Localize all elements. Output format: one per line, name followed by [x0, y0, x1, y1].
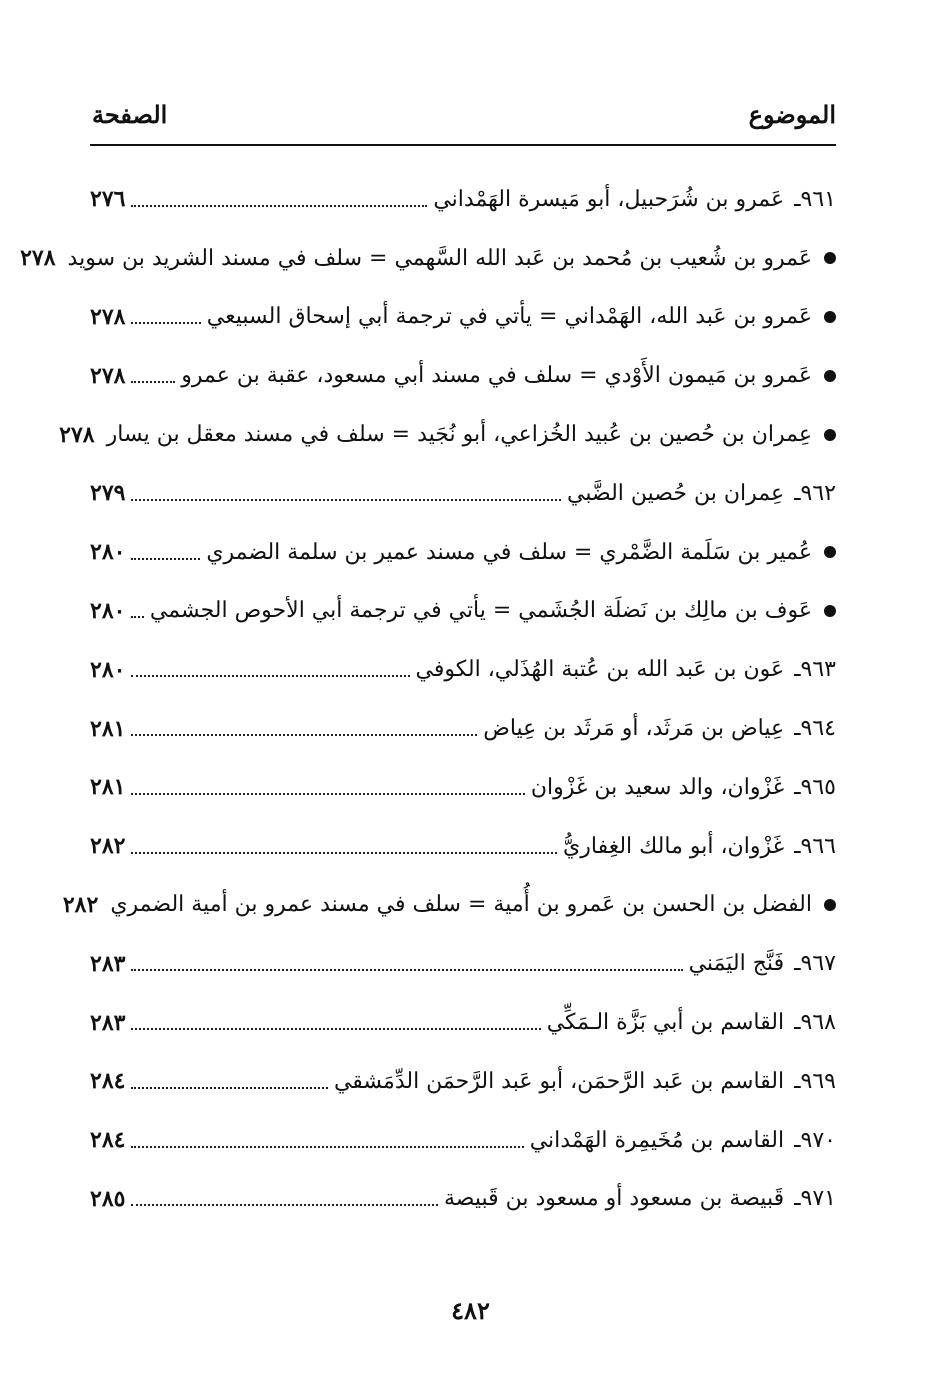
entry-number: ٩٦٤ـ: [794, 716, 836, 742]
entry-page-number: ٢٨٢: [62, 891, 99, 918]
dot-leader: [131, 380, 175, 383]
index-entry: [90, 758, 836, 817]
dot-leader: [131, 851, 557, 854]
entry-title: عُمير بن سَلَمة الضَّمْري = سلف في مسند عمير بن سلمة الضمري: [206, 539, 812, 565]
entry-title: قَبيصة بن مسعود أو مسعود بن قَبيصة: [443, 1186, 785, 1212]
index-entry: [90, 288, 836, 347]
dot-leader: [131, 1203, 438, 1206]
index-entry: [90, 1170, 836, 1229]
entry-page-number: ٢٧٨: [59, 421, 95, 448]
dot-leader: [131, 557, 200, 560]
index-entry: [90, 464, 836, 523]
bullet-icon: [824, 605, 836, 617]
entry-title: عَمرو بن شُعيب بن مُحمد بن عَبد الله السَّهمي = سلف في مسند الشريد بن سويد: [67, 245, 812, 271]
dot-leader: [131, 498, 561, 501]
index-entry: [90, 934, 836, 993]
entry-title: عَوف بن مالِك بن نَضلَة الجُشَمي = يأتي في ترجمة أبي الأحوص الجشمي: [149, 598, 812, 624]
bullet-icon: [824, 311, 836, 323]
index-entry: [90, 640, 836, 699]
entry-page-number: ٢٧٨: [90, 362, 126, 389]
entry-title: القاسم بن أبي بَزَّة الـمَكِّي: [546, 1010, 785, 1036]
index-entry: [90, 1111, 836, 1170]
dot-leader: [131, 1027, 540, 1030]
entry-page-number: ٢٨٤: [90, 1068, 126, 1095]
subject-column-label: الموضوع: [748, 99, 836, 129]
dot-leader: [131, 321, 200, 324]
entry-number: ٩٦٨ـ: [794, 1010, 836, 1036]
entry-page-number: ٢٧٩: [90, 480, 126, 507]
entry-title: غَزْوان، أبو مالك الغِفاريُّ: [563, 833, 785, 859]
entry-title: عَمرو بن شُرَحبيل، أبو مَيسرة الهَمْداني: [433, 186, 785, 212]
dot-leader: [131, 733, 477, 736]
entry-number: ٩٦٢ـ: [794, 480, 836, 506]
entry-title: الفضل بن الحسن بن عَمرو بن أُمية = سلف في مسند عمرو بن أمية الضمري: [110, 892, 812, 918]
dot-leader: [131, 674, 409, 677]
entry-page-number: ٢٨٠: [90, 539, 126, 566]
entry-number: ٩٧١ـ: [794, 1186, 836, 1212]
entry-number: ٩٧٠ـ: [794, 1127, 836, 1153]
entry-page-number: ٢٨٢: [90, 833, 126, 860]
page-number: ٤٨٢: [451, 1296, 490, 1325]
entry-number: ٩٦٥ـ: [794, 774, 836, 800]
entry-page-number: ٢٨٠: [90, 656, 126, 683]
index-header: [92, 96, 836, 132]
index-entry: [90, 170, 836, 229]
entry-page-number: ٢٧٨: [20, 245, 56, 272]
index-entry: [90, 523, 836, 582]
entry-title: فَنَّج اليَمَني: [688, 951, 785, 977]
entry-title: القاسم بن عَبد الرَّحمَن، أبو عَبد الرَّحمَن الدِّمَشقي: [333, 1068, 785, 1094]
dot-leader: [131, 968, 682, 971]
index-entry: [90, 582, 836, 641]
bullet-icon: [824, 252, 836, 264]
dot-leader: [131, 1145, 523, 1148]
entry-number: ٩٦٣ـ: [794, 657, 836, 683]
index-entry: [90, 817, 836, 876]
entry-page-number: ٢٨٠: [90, 597, 126, 624]
entry-number: ٩٦١ـ: [794, 186, 836, 212]
index-entries-list: [20, 170, 836, 1228]
dot-leader: [131, 204, 427, 207]
entry-title: القاسم بن مُخَيمِرة الهَمْداني: [529, 1127, 785, 1153]
page-column-label: الصفحة: [92, 99, 168, 129]
index-entry: [20, 229, 836, 288]
index-entry: [90, 1052, 836, 1111]
dot-leader: [131, 615, 143, 618]
entry-title: عَون بن عَبد الله بن عُتبة الهُذَلي، الكوفي: [415, 657, 785, 683]
entry-title: عَمرو بن مَيمون الأَوْدي = سلف في مسند أبي مسعود، عقبة بن عمرو: [181, 363, 812, 389]
index-entry: [62, 876, 836, 935]
entry-title: عَمرو بن عَبد الله، الهَمْداني = يأتي في ترجمة أبي إسحاق السبيعي: [206, 304, 812, 330]
bullet-icon: [824, 899, 836, 911]
index-entry: [59, 405, 836, 464]
entry-title: عِمران بن حُصين الضَّبي: [567, 480, 785, 506]
bullet-icon: [824, 546, 836, 558]
entry-page-number: ٢٨١: [90, 774, 126, 801]
entry-page-number: ٢٨٣: [90, 950, 126, 977]
entry-number: ٩٦٦ـ: [794, 833, 836, 859]
entry-page-number: ٢٧٨: [90, 303, 126, 330]
entry-page-number: ٢٨٣: [90, 1009, 126, 1036]
bullet-icon: [824, 370, 836, 382]
dot-leader: [131, 1086, 327, 1089]
index-entry: [90, 993, 836, 1052]
entry-page-number: ٢٧٦: [90, 186, 126, 213]
entry-page-number: ٢٨١: [90, 715, 126, 742]
index-entry: [90, 699, 836, 758]
entry-title: عِياض بن مَرثَد، أو مَرثَد بن عِياض: [483, 716, 785, 742]
bullet-icon: [824, 429, 836, 441]
entry-title: عِمران بن حُصين بن عُبيد الخُزاعي، أبو نُجَيد = سلف في مسند معقل بن يسار: [106, 422, 812, 448]
entry-number: ٩٦٧ـ: [794, 951, 836, 977]
entry-number: ٩٦٩ـ: [794, 1068, 836, 1094]
index-entry: [90, 346, 836, 405]
dot-leader: [131, 792, 524, 795]
entry-title: غَزْوان، والد سعيد بن غَزْوان: [530, 774, 785, 800]
entry-page-number: ٢٨٤: [90, 1127, 126, 1154]
header-divider: [90, 144, 836, 146]
entry-page-number: ٢٨٥: [90, 1185, 126, 1212]
